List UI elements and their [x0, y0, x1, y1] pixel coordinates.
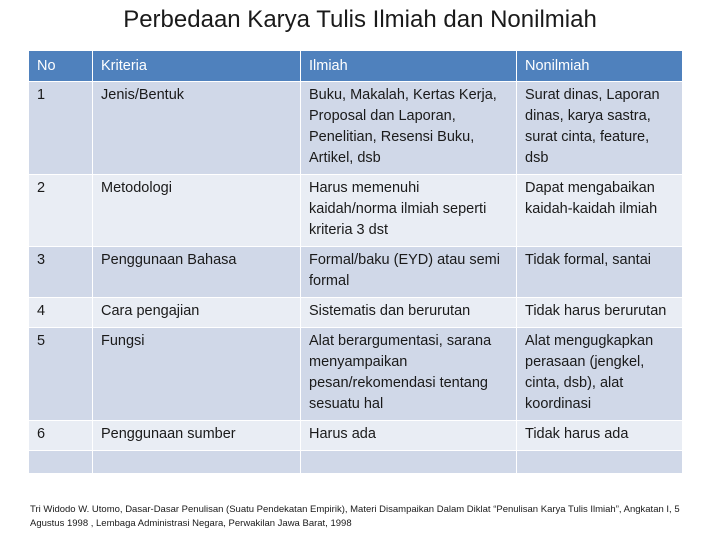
cell-empty: [93, 451, 301, 474]
cell-ilmiah: Alat berargumentasi, sarana menyampaikan pesan/rekomendasi tentang sesuatu hal: [301, 328, 517, 421]
table-row: [29, 175, 683, 247]
table-row: [29, 328, 683, 421]
table-row-empty: [29, 451, 683, 474]
cell-nonilmiah: Tidak harus berurutan: [517, 298, 683, 328]
cell-kriteria: Metodologi: [93, 175, 301, 247]
table-row: [29, 247, 683, 298]
cell-empty: [301, 451, 517, 474]
cell-kriteria: Penggunaan Bahasa: [93, 247, 301, 298]
page-title: Perbedaan Karya Tulis Ilmiah dan Nonilmiah: [123, 6, 597, 33]
cell-nonilmiah: Tidak formal, santai: [517, 247, 683, 298]
cell-no: 1: [29, 82, 93, 175]
header-ilmiah: Ilmiah: [301, 51, 517, 82]
table-row: [29, 298, 683, 328]
cell-kriteria: Jenis/Bentuk: [93, 82, 301, 175]
cell-empty: [29, 451, 93, 474]
cell-nonilmiah: Alat mengugkapkan perasaan (jengkel, cinta, dsb), alat koordinasi: [517, 328, 683, 421]
table-header-row: [29, 51, 683, 82]
header-no: No: [29, 51, 93, 82]
comparison-table: [28, 50, 683, 474]
header-nonilmiah: Nonilmiah: [517, 51, 683, 82]
header-kriteria: Kriteria: [93, 51, 301, 82]
cell-ilmiah: Buku, Makalah, Kertas Kerja, Proposal dan Laporan, Penelitian, Resensi Buku, Artikel, dsb: [301, 82, 517, 175]
cell-empty: [517, 451, 683, 474]
cell-ilmiah: Sistematis dan berurutan: [301, 298, 517, 328]
cell-nonilmiah: Tidak harus ada: [517, 421, 683, 451]
cell-kriteria: Penggunaan sumber: [93, 421, 301, 451]
cell-no: 6: [29, 421, 93, 451]
cell-no: 3: [29, 247, 93, 298]
cell-nonilmiah: Dapat mengabaikan kaidah-kaidah ilmiah: [517, 175, 683, 247]
cell-ilmiah: Harus ada: [301, 421, 517, 451]
cell-no: 4: [29, 298, 93, 328]
cell-ilmiah: Harus memenuhi kaidah/norma ilmiah seperti kriteria 3 dst: [301, 175, 517, 247]
table-row: [29, 82, 683, 175]
cell-no: 5: [29, 328, 93, 421]
cell-no: 2: [29, 175, 93, 247]
comparison-table-container: [28, 50, 682, 474]
cell-kriteria: Fungsi: [93, 328, 301, 421]
table-row: [29, 421, 683, 451]
cell-kriteria: Cara pengajian: [93, 298, 301, 328]
citation-footer: Tri Widodo W. Utomo, Dasar-Dasar Penulisan (Suatu Pendekatan Empirik), Materi Disampaikan Dalam Diklat “Penulisan Karya Tulis Ilmiah”, Angkatan I, 5 Agustus 1998 , Lembaga Administrasi Negara, Perwakilan Jawa Barat, 1998: [30, 504, 680, 529]
cell-nonilmiah: Surat dinas, Laporan dinas, karya sastra, surat cinta, feature, dsb: [517, 82, 683, 175]
cell-ilmiah: Formal/baku (EYD) atau semi formal: [301, 247, 517, 298]
